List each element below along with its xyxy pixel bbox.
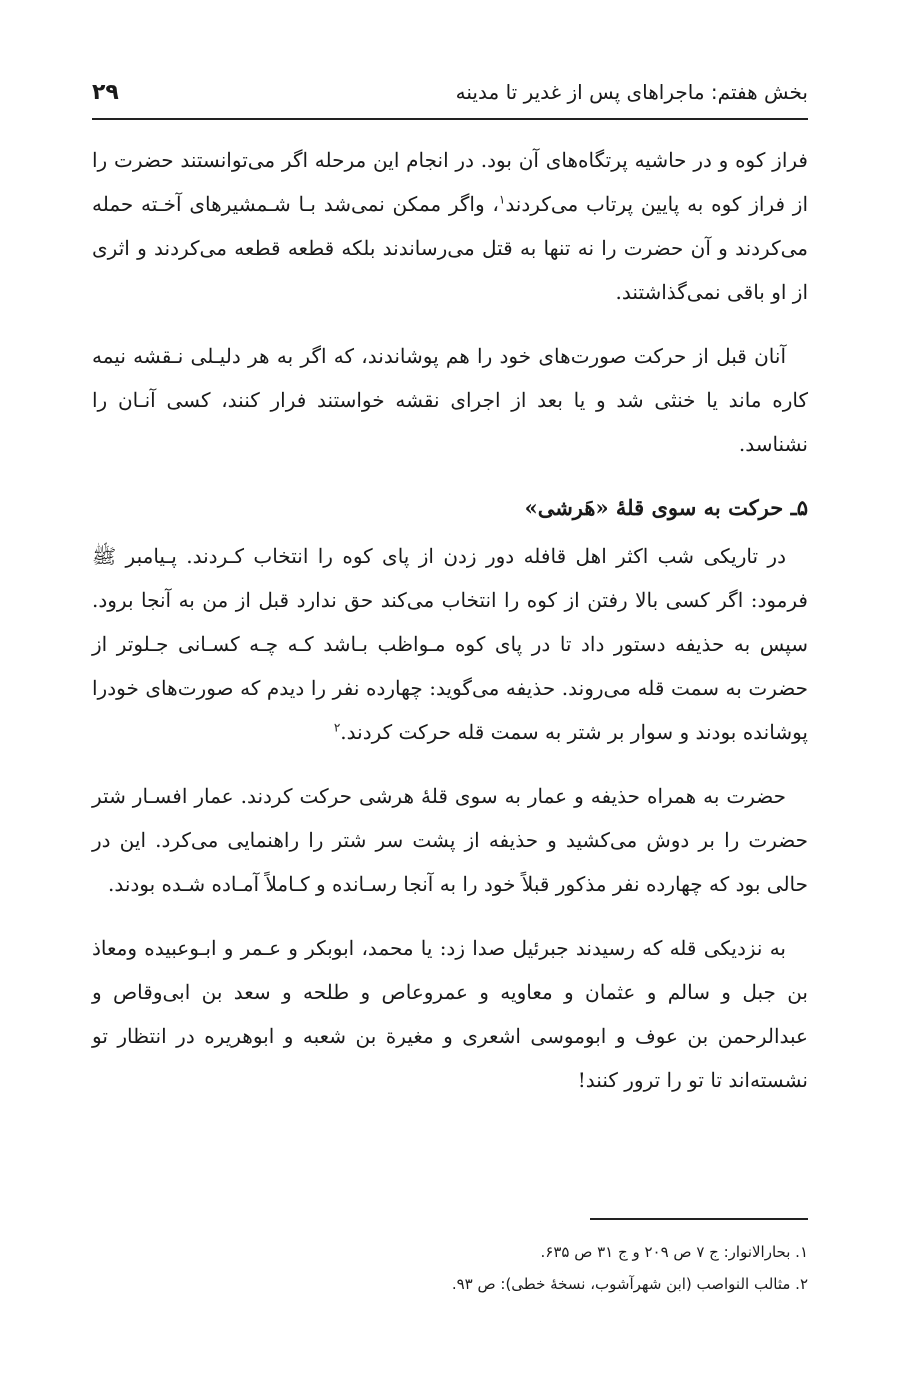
paragraph-text: به نزدیکی قله که رسیدند جبرئیل صدا زد: یا محمد، ابوبکر و عـمر و ابـوعبیده ومعاذ بن جبل و سالم و عثمان و معاویه و عمروعاص و طلحه و سعد بن ابی‌وقاص و عبدالرحمن بن عوف و ابوموسی اشعری و مغیرة بن شعبه و ابوهریره در انتظار تو نشسته‌اند تا تو را ترور کنند!: [92, 936, 808, 1092]
paragraph-text: فراز کوه و در حاشیه پرتگاه‌های آن بود. در انجام این مرحله اگر می‌توانستند حضرت را از فراز کوه به پایین پرتاب می‌کردند: [92, 148, 808, 216]
chapter-title: بخش هفتم: ماجراهای پس از غدیر تا مدینه: [455, 80, 808, 104]
paragraph-text: در تاریکی شب اکثر اهل قافله دور زدن از پای کوه را انتخاب کـردند. پـیامبر ﷺ فرمود: اگر کسی بالا رفتن از کوه را انتخاب می‌کند حق ندارد قبل از من به آنجا برود. سپس به حذیفه دستور داد تا در پای کوه مـواظب بـاشد کـه چـه کسـانی جـلوتر از حضرت به سمت قله می‌روند. حذیفه می‌گوید: چهارده نفر را دیدم که صورت‌های خودرا پوشانده بودند و سوار بر شتر به سمت قله حرکت کردند.: [92, 544, 808, 744]
paragraph-4: [92, 774, 808, 906]
footnotes: [92, 1236, 808, 1300]
paragraph-text: ، واگر ممکن نمی‌شد بـا شـمشیرهای آخـته حمله می‌کردند و آن حضرت را نه تنها به قتل می‌رساندند بلکه قطعه قطعه می‌کردند و اثری از او باقی نمی‌گذاشتند.: [92, 192, 808, 304]
paragraph-3: [92, 534, 808, 754]
footnote-1: ۱. بحارالانوار: ج ۷ ص ۲۰۹ و ج ۳۱ ص ۶۳۵.: [540, 1243, 808, 1261]
page-number: ۲۹: [92, 79, 119, 105]
running-header: [92, 72, 808, 112]
footnote-divider: [590, 1218, 808, 1220]
footnote-ref: ۲: [333, 720, 341, 735]
header-divider: [92, 118, 808, 120]
paragraph-2: [92, 334, 808, 466]
book-page: [92, 0, 808, 1390]
paragraph-1: [92, 138, 808, 314]
paragraph-5: [92, 926, 808, 1102]
page-body: [92, 138, 808, 1122]
footnote-2: ۲. مثالب النواصب (ابن شهرآشوب، نسخهٔ خطی): ص ۹۳.: [451, 1275, 808, 1293]
paragraph-text: حضرت به همراه حذیفه و عمار به سوی قلهٔ هرشی حرکت کردند. عمار افسـار شتر حضرت را بر دوش می‌کشید و حذیفه از پشت سر شتر را راهنمایی می‌کرد. این در حالی بود که چهارده نفر مذکور قبلاً خود را به آنجا رسـانده و کـاملاً آمـاده شـده بودند.: [92, 784, 808, 896]
paragraph-text: آنان قبل از حرکت صورت‌های خود را هم پوشاندند، که اگر به هر دلیـلی نـقشه نیمه کاره ماند یا خنثی شد و یا بعد از اجرای نقشه خواستند فرار کنند، کسی آنـان را نشناسد.: [92, 344, 808, 456]
section-heading: ۵ـ حرکت به سوی قلهٔ «هَرشی»: [524, 495, 808, 520]
footnote-ref: ۱: [498, 192, 506, 207]
